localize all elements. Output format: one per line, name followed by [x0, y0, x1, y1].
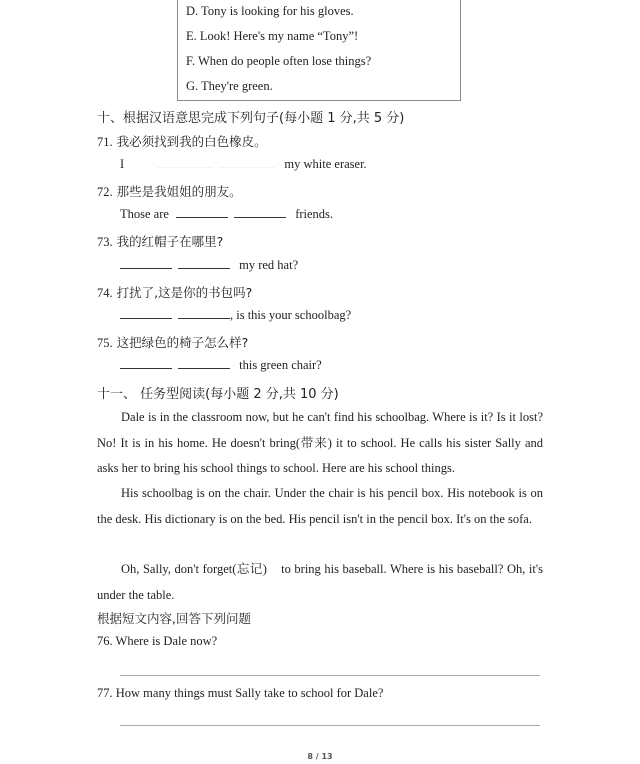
reading-paragraph-2: His schoolbag is on the chair. Under the chair is his pencil box. His notebook is on the desk. His dictionary is on the bed. His pencil isn't in the pencil box. It's on the sofa.	[97, 486, 543, 526]
question-71	[97, 132, 267, 151]
question-chinese: 这把绿色的椅子怎么样?	[116, 335, 249, 350]
question-chinese: 打扰了,这是你的书包吗?	[116, 285, 253, 300]
answer-73	[120, 258, 298, 273]
reading-instruction: 根据短文内容,回答下列问题	[97, 611, 251, 626]
option-f: F. When do people often lose things?	[186, 54, 372, 68]
answer-74	[120, 308, 351, 323]
option-e: E. Look! Here's my name “Tony”!	[186, 29, 359, 43]
question-number: 75.	[97, 336, 113, 350]
reading-paragraph-3: Oh, Sally, don't forget(忘记) to bring his baseball. Where is his baseball? Oh, it's under the table.	[97, 562, 547, 602]
answer-72	[120, 207, 333, 222]
question-number: 71.	[97, 135, 113, 149]
question-chinese: 我的红帽子在哪里?	[116, 234, 224, 249]
reading-paragraph-1: Dale is in the classroom now, but he can't find his schoolbag. Where is it? Is it lost? No! It is in his home. He doesn't bring(带来) it to school. He calls his sister Sally and asks her to bring his school things to school. Here are his school things.	[97, 410, 543, 475]
answer-suffix: my red hat?	[239, 258, 299, 272]
blank[interactable]	[178, 358, 230, 369]
option-g: G. They're green.	[186, 79, 273, 93]
question-75	[97, 333, 248, 352]
answer-suffix: friends.	[295, 207, 334, 221]
question-number: 72.	[97, 185, 113, 199]
question-74	[97, 283, 252, 302]
question-76: 76. Where is Dale now?	[97, 634, 218, 648]
blank[interactable]	[120, 308, 172, 319]
blank[interactable]	[234, 207, 286, 218]
question-73	[97, 232, 223, 251]
answer-75	[120, 358, 322, 373]
options-box	[177, 0, 461, 101]
answer-suffix: my white eraser.	[284, 157, 367, 171]
answer-suffix: , is this your schoolbag?	[230, 308, 352, 322]
question-chinese: 那些是我姐姐的朋友。	[116, 184, 242, 199]
question-number: 74.	[97, 286, 113, 300]
answer-71	[120, 157, 367, 172]
blank[interactable]	[157, 157, 213, 168]
blank[interactable]	[178, 308, 230, 319]
answer-prefix: Those are	[120, 207, 169, 221]
answer-prefix: I	[120, 157, 125, 171]
answer-line-77[interactable]	[120, 725, 540, 726]
blank[interactable]	[176, 207, 228, 218]
blank[interactable]	[120, 358, 172, 369]
option-d: D. Tony is looking for his gloves.	[186, 4, 354, 18]
blank[interactable]	[178, 258, 230, 269]
answer-line-76[interactable]	[120, 675, 540, 676]
question-77: 77. How many things must Sally take to school for Dale?	[97, 686, 384, 700]
question-72	[97, 182, 242, 201]
page-number: 8 / 13	[307, 752, 333, 761]
blank[interactable]	[219, 157, 275, 168]
question-chinese: 我必须找到我的白色橡皮。	[116, 134, 267, 149]
question-number: 73.	[97, 235, 113, 249]
answer-suffix: this green chair?	[239, 358, 322, 372]
section-11-heading: 十一、 任务型阅读(每小题 2 分,共 10 分)	[97, 387, 339, 402]
section-10-heading: 十、根据汉语意思完成下列句子(每小题 1 分,共 5 分)	[97, 111, 405, 126]
blank[interactable]	[120, 258, 172, 269]
